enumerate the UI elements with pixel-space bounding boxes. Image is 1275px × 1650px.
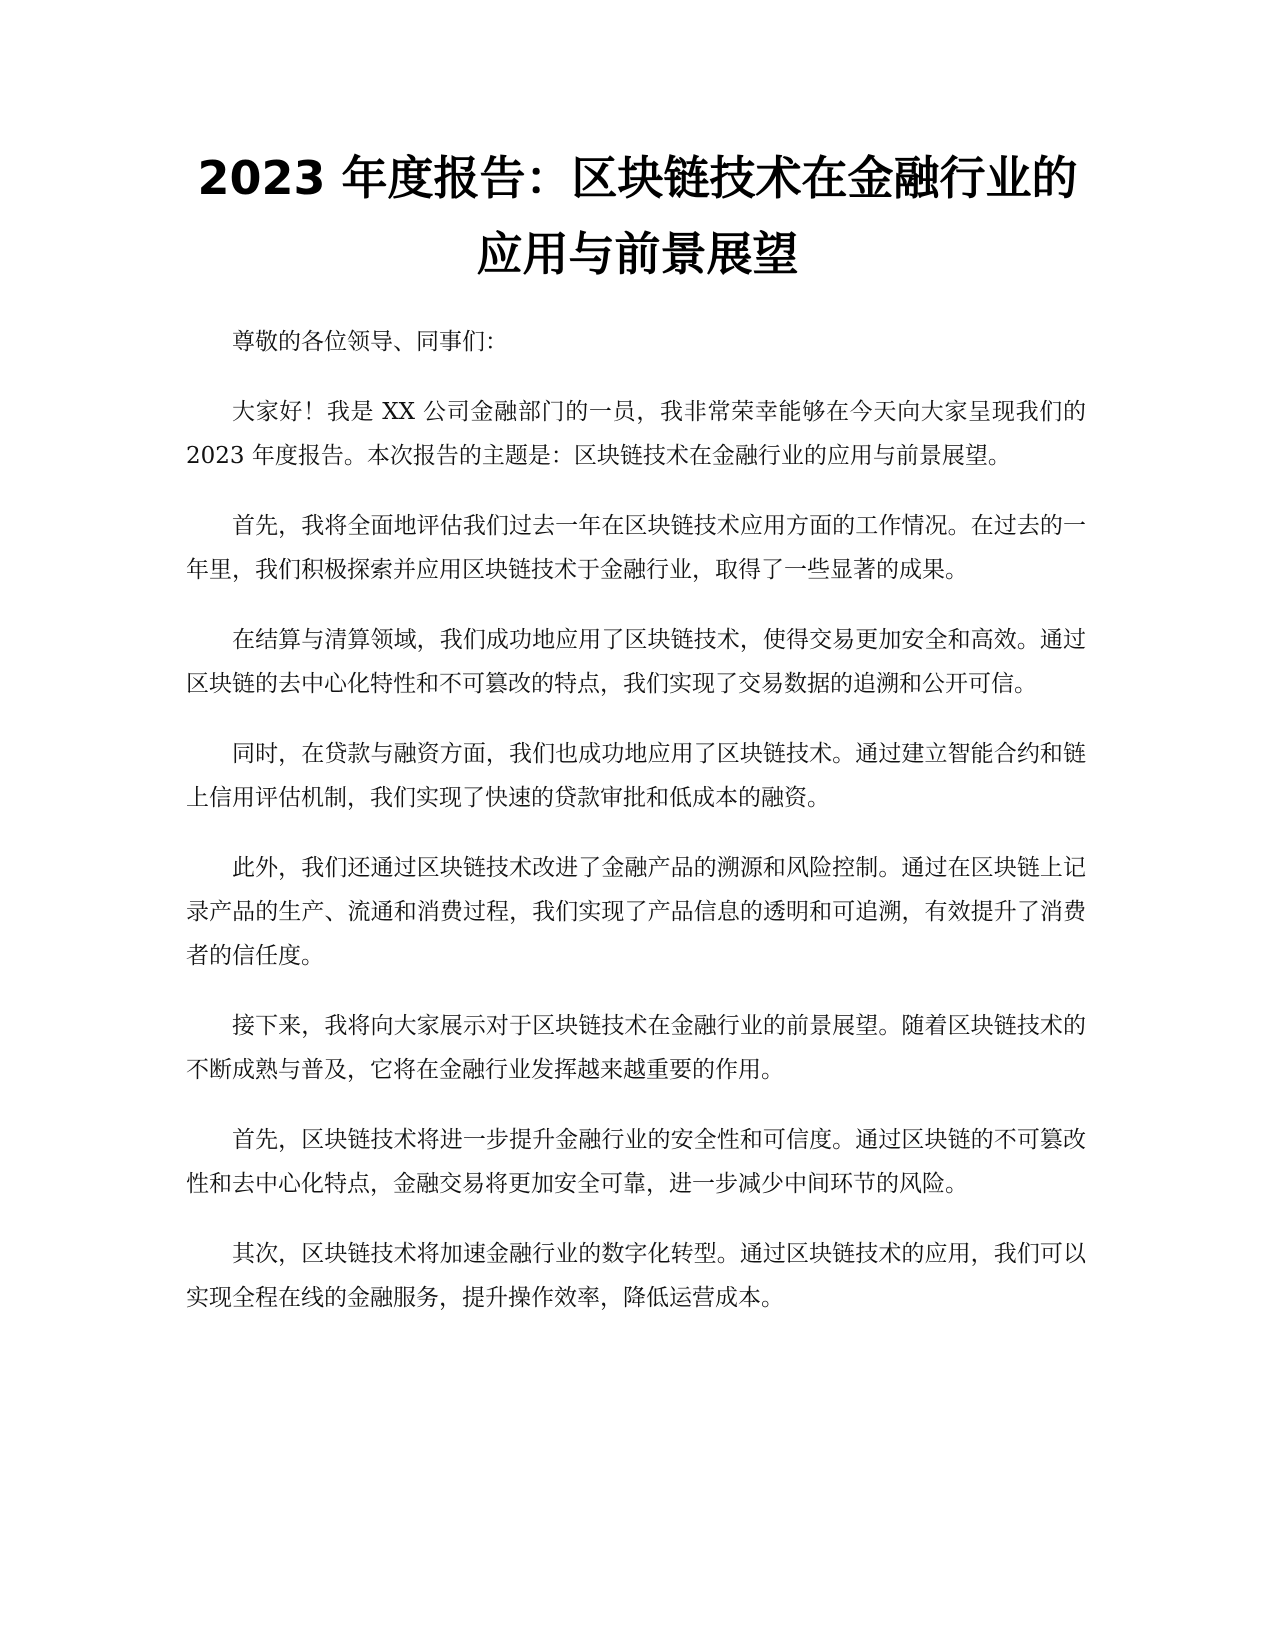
security-paragraph: 首先，区块链技术将进一步提升金融行业的安全性和可信度。通过区块链的不可篡改性和去中心化特点，金融交易将更加安全可靠，进一步减少中间环节的风险。 (186, 1127, 1086, 1197)
review-paragraph: 首先，我将全面地评估我们过去一年在区块链技术应用方面的工作情况。在过去的一年里，我们积极探索并应用区块链技术于金融行业，取得了一些显著的成果。 (186, 513, 1086, 583)
digital-transformation-paragraph: 其次，区块链技术将加速金融行业的数字化转型。通过区块链技术的应用，我们可以实现全程在线的金融服务，提升操作效率，降低运营成本。 (186, 1241, 1086, 1311)
intro-paragraph: 大家好！我是 XX 公司金融部门的一员，我非常荣幸能够在今天向大家呈现我们的 2023 年度报告。本次报告的主题是：区块链技术在金融行业的应用与前景展望。 (186, 399, 1086, 469)
greeting-paragraph: 尊敬的各位领导、同事们： (232, 329, 508, 355)
document-body (186, 320, 1086, 1346)
settlement-paragraph: 在结算与清算领域，我们成功地应用了区块链技术，使得交易更加安全和高效。通过区块链的去中心化特性和不可篡改的特点，我们实现了交易数据的追溯和公开可信。 (186, 627, 1086, 697)
loan-paragraph: 同时，在贷款与融资方面，我们也成功地应用了区块链技术。通过建立智能合约和链上信用评估机制，我们实现了快速的贷款审批和低成本的融资。 (186, 741, 1086, 811)
document-title: 2023 年度报告：区块链技术在金融行业的应用与前景展望 (197, 151, 1078, 281)
outlook-paragraph: 接下来，我将向大家展示对于区块链技术在金融行业的前景展望。随着区块链技术的不断成熟与普及，它将在金融行业发挥越来越重要的作用。 (186, 1013, 1086, 1083)
traceability-paragraph: 此外，我们还通过区块链技术改进了金融产品的溯源和风险控制。通过在区块链上记录产品的生产、流通和消费过程，我们实现了产品信息的透明和可追溯，有效提升了消费者的信任度。 (186, 855, 1086, 969)
